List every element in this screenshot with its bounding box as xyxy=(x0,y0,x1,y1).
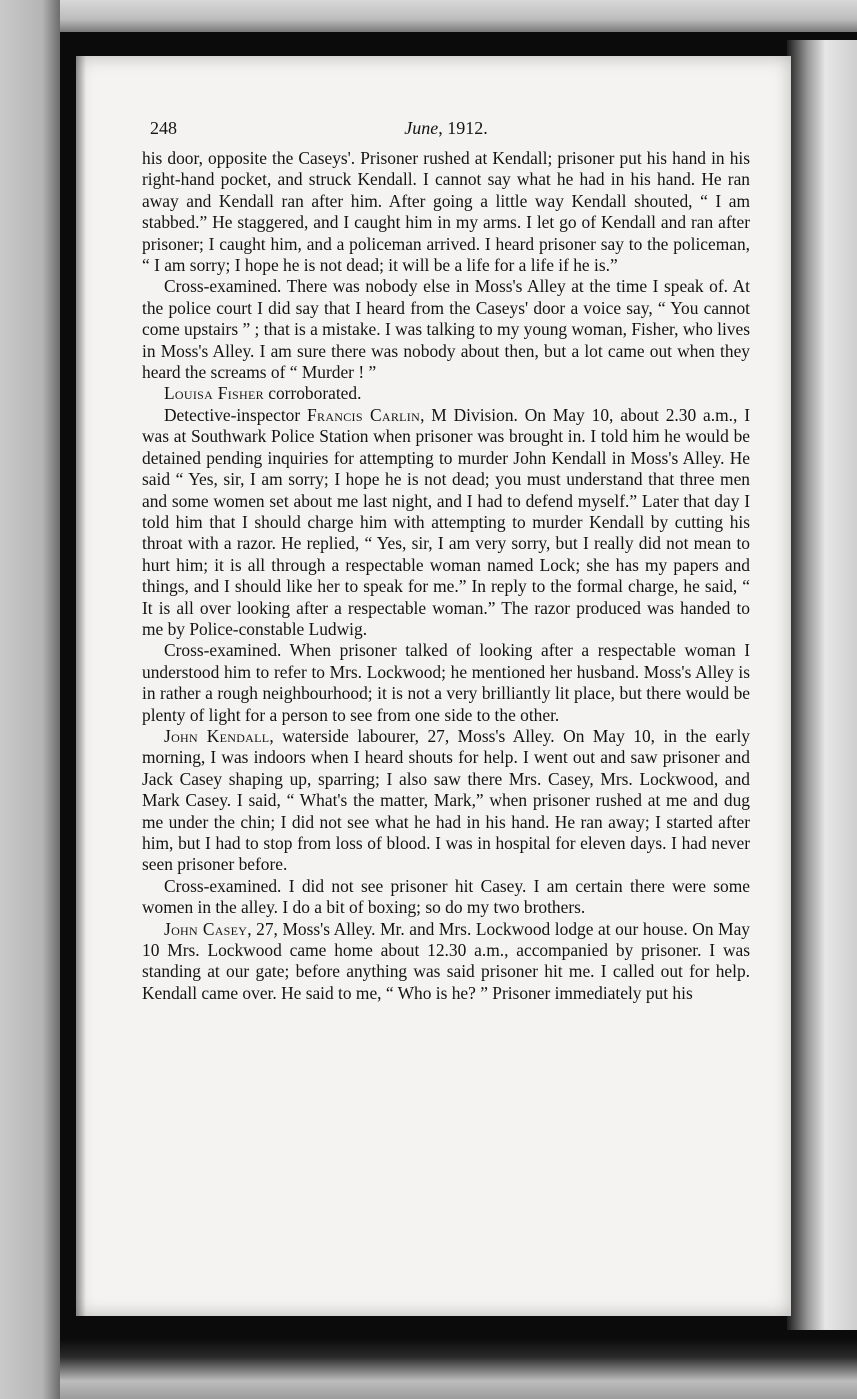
paragraph-text: Cross-examined. There was nobody else in Moss's Alley at the time I speak of. At the police court I did say that I heard from the Caseys' door a voice say, “ You cannot come upstairs ” ; that is a mistake. I was talking to my young woman, Fisher, who lives in Moss's Alley. I am sure there was nobody about then, but a lot came out when they heard the screams of “ Murder ! ” xyxy=(142,276,750,383)
running-title-year: , 1912. xyxy=(438,118,488,138)
page-number: 248 xyxy=(150,118,177,138)
witness-name: John Kendall xyxy=(164,725,270,746)
witness-name: Louisa Fisher xyxy=(164,383,264,404)
paragraph xyxy=(142,726,750,876)
paragraph xyxy=(142,276,750,383)
scanner-left-edge xyxy=(0,0,60,1399)
running-head xyxy=(142,118,750,148)
paragraph-text: Cross-examined. I did not see prisoner hit Casey. I am certain there were some women in the alley. I do a bit of boxing; so do my two brothers. xyxy=(142,875,750,918)
paragraph-text: , M Division. On May 10, about 2.30 a.m., I was at Southwark Police Station when prisoner was brought in. I told him he would be detained pending inquiries for attempting to murder John Kendall in Moss's Alley. He said “ Yes, sir, I am sorry; I hope he is not dead; you must understand that three men and some women set about me last night, and I had to defend myself.” Later that day I told him that I should charge him with attempting to murder Kendall by cutting his throat with a razor. He replied, “ Yes, sir, I am very sorry, but I really did not mean to hurt him; it is all through a respectable woman named Lock; she has my papers and things, and I should like her to speak for me.” In reply to the formal charge, he said, “ It is all over looking after a respectable woman.” The razor produced was handed to me by Police-constable Ludwig. xyxy=(142,404,750,639)
paragraph xyxy=(142,640,750,726)
scanner-top-edge xyxy=(0,0,857,32)
paragraph-text: his door, opposite the Caseys'. Prisoner rushed at Kendall; prisoner put his hand in his right-hand pocket, and struck Kendall. I cannot say what he had in his hand. He ran away and Kendall ran after him. After going a little way Kendall shouted, “ I am stabbed.” He staggered, and I caught him in my arms. I let go of Kendall and ran after prisoner; I caught him, and a policeman arrived. I heard prisoner say to the policeman, “ I am sorry; I hope he is not dead; it will be a life for a life if he is.” xyxy=(142,148,750,276)
running-title-month: June xyxy=(404,118,439,138)
book-right-edge xyxy=(787,40,857,1330)
witness-name: John Casey xyxy=(164,918,248,939)
gutter-shadow xyxy=(76,56,86,1316)
page-content xyxy=(142,118,750,1004)
paragraph-text: Cross-examined. When prisoner talked of looking after a respectable woman I understood him to refer to Mrs. Lockwood; he mentioned her husband. Moss's Alley is in rather a rough neighbourhood; it is not a very brilliantly lit place, but there would be plenty of light for a person to see from one side to the other. xyxy=(142,640,750,725)
paragraph-text: Detective-inspector xyxy=(164,404,308,425)
paragraph-text: corroborated. xyxy=(263,383,362,404)
paragraph xyxy=(142,383,750,404)
paragraph xyxy=(142,876,750,919)
page xyxy=(76,56,791,1316)
witness-name: Francis Carlin xyxy=(307,404,421,425)
running-title xyxy=(142,118,750,139)
paragraph-text: , 27, Moss's Alley. Mr. and Mrs. Lockwood lodge at our house. On May 10 Mrs. Lockwood came home about 12.30 a.m., accompanied by prisoner. I was standing at our gate; before anything was said prisoner hit me. I called out for help. Kendall came over. He said to me, “ Who is he? ” Prisoner immediately put his xyxy=(142,918,750,1003)
body-text xyxy=(142,148,750,1004)
paragraph xyxy=(142,919,750,1005)
paragraph-text: , waterside labourer, 27, Moss's Alley. On May 10, in the early morning, I was indoors when I heard shouts for help. I went out and saw prisoner and Jack Casey shaping up, sparring; I also saw there Mrs. Casey, Mrs. Lockwood, and Mark Casey. I said, “ What's the matter, Mark,” when prisoner rushed at me and dug me under the chin; I did not see what he had in his hand. He ran away; I started after him, but I had to stop from loss of blood. I was in hospital for eleven days. I had never seen prisoner before. xyxy=(142,725,750,875)
paragraph xyxy=(142,405,750,640)
scanner-bottom-edge xyxy=(60,1339,857,1399)
paragraph xyxy=(142,148,750,276)
